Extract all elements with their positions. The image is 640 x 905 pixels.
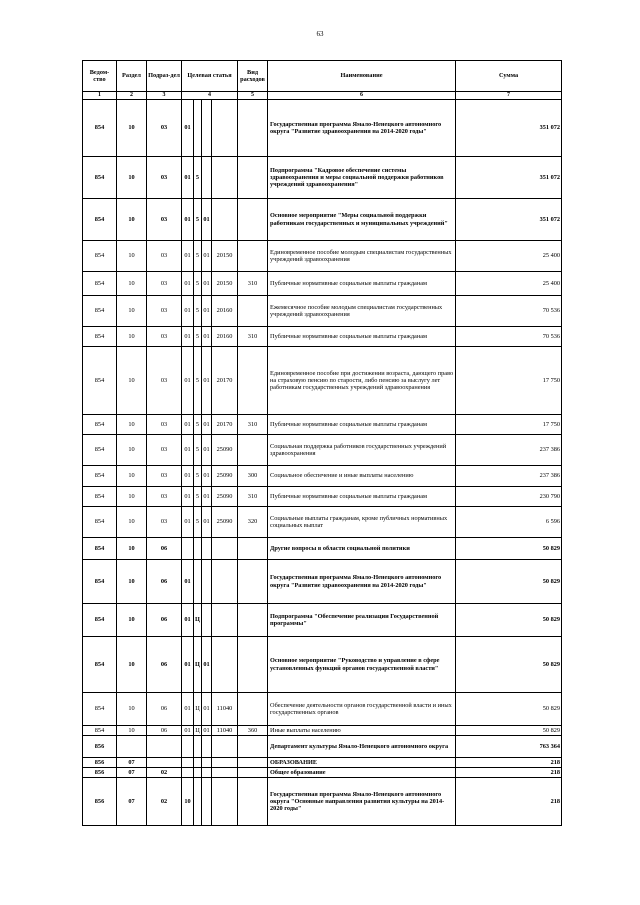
cell-target-subprogram (194, 736, 202, 758)
cell-razdel: 10 (117, 693, 147, 726)
cell-vedomstvo: 854 (83, 560, 117, 604)
cell-target-direction: 20150 (212, 272, 238, 296)
cell-razdel: 10 (117, 435, 147, 466)
cell-target-program (182, 768, 194, 778)
cell-target-program: 01 (182, 415, 194, 435)
cell-razdel: 10 (117, 507, 147, 538)
cell-podrazdel: 03 (147, 241, 182, 272)
header-razdel: Раздел (117, 61, 147, 92)
cell-naimenovanie: Государственная программа Ямало-Ненецкого автономного округа "Основные направления развития культуры на 2014-2020 годы" (268, 778, 456, 826)
cell-target-event: 01 (202, 415, 212, 435)
cell-vid-rashodov: 310 (238, 487, 268, 507)
cell-vid-rashodov (238, 778, 268, 826)
cell-razdel: 07 (117, 778, 147, 826)
table-row (83, 768, 562, 778)
cell-vedomstvo: 854 (83, 296, 117, 327)
cell-razdel (117, 736, 147, 758)
cell-target-event: 01 (202, 272, 212, 296)
table-row (83, 435, 562, 466)
cell-naimenovanie: Основное мероприятие "Меры социальной поддержки работникам государственных и муниципальных учреждений" (268, 199, 456, 241)
cell-target-direction (212, 199, 238, 241)
header-summa: Сумма (456, 61, 562, 92)
cell-vid-rashodov (238, 296, 268, 327)
cell-vid-rashodov: 300 (238, 466, 268, 487)
cell-naimenovanie: Социальная поддержка работников государственных учреждений здравоохранения (268, 435, 456, 466)
cell-vid-rashodov (238, 241, 268, 272)
cell-summa: 50 829 (456, 560, 562, 604)
cell-summa: 218 (456, 778, 562, 826)
cell-summa: 351 072 (456, 100, 562, 157)
cell-target-direction: 25090 (212, 466, 238, 487)
cell-target-program: 10 (182, 778, 194, 826)
cell-razdel: 10 (117, 241, 147, 272)
cell-target-event: 01 (202, 637, 212, 693)
cell-summa: 237 386 (456, 466, 562, 487)
cell-target-direction (212, 778, 238, 826)
cell-target-direction: 20170 (212, 415, 238, 435)
cell-target-direction (212, 538, 238, 560)
cell-summa: 50 829 (456, 726, 562, 736)
cell-podrazdel: 03 (147, 507, 182, 538)
cell-razdel: 10 (117, 466, 147, 487)
col-number: 1 (83, 92, 117, 100)
table-row (83, 726, 562, 736)
table-row (83, 241, 562, 272)
cell-target-event: 01 (202, 347, 212, 415)
budget-table (82, 60, 562, 826)
cell-naimenovanie: ОБРАЗОВАНИЕ (268, 758, 456, 768)
cell-vid-rashodov (238, 758, 268, 768)
cell-podrazdel: 02 (147, 768, 182, 778)
cell-razdel: 10 (117, 637, 147, 693)
cell-target-event: 01 (202, 435, 212, 466)
cell-target-subprogram: 5 (194, 199, 202, 241)
cell-vid-rashodov (238, 199, 268, 241)
cell-naimenovanie: Публичные нормативные социальные выплаты гражданам (268, 487, 456, 507)
cell-naimenovanie: Единовременное пособие молодым специалистам государственных учреждений здравоохранения (268, 241, 456, 272)
cell-podrazdel: 03 (147, 100, 182, 157)
cell-vid-rashodov (238, 768, 268, 778)
cell-naimenovanie: Общее образование (268, 768, 456, 778)
cell-vedomstvo: 854 (83, 241, 117, 272)
cell-vid-rashodov (238, 736, 268, 758)
cell-target-subprogram (194, 100, 202, 157)
cell-target-event: 01 (202, 507, 212, 538)
header-ved: Ведом-ство (83, 61, 117, 92)
cell-target-direction: 25090 (212, 435, 238, 466)
table-header-row (83, 61, 562, 92)
cell-razdel: 10 (117, 487, 147, 507)
table-row (83, 296, 562, 327)
cell-vedomstvo: 854 (83, 199, 117, 241)
cell-summa: 6 596 (456, 507, 562, 538)
cell-vedomstvo: 856 (83, 758, 117, 768)
cell-vedomstvo: 854 (83, 693, 117, 726)
table-row (83, 100, 562, 157)
cell-target-event (202, 538, 212, 560)
column-number-row (83, 92, 562, 100)
cell-naimenovanie: Публичные нормативные социальные выплаты гражданам (268, 327, 456, 347)
col-number: 5 (238, 92, 268, 100)
cell-vedomstvo: 856 (83, 736, 117, 758)
cell-target-program: 01 (182, 693, 194, 726)
cell-podrazdel: 02 (147, 778, 182, 826)
cell-vedomstvo: 854 (83, 637, 117, 693)
cell-target-direction: 11040 (212, 726, 238, 736)
cell-razdel: 10 (117, 327, 147, 347)
cell-target-direction: 25090 (212, 487, 238, 507)
cell-target-program: 01 (182, 272, 194, 296)
cell-target-event (202, 560, 212, 604)
cell-vedomstvo: 854 (83, 347, 117, 415)
cell-summa: 237 386 (456, 435, 562, 466)
cell-podrazdel: 03 (147, 157, 182, 199)
cell-vedomstvo: 854 (83, 435, 117, 466)
table-row (83, 507, 562, 538)
cell-vid-rashodov: 310 (238, 415, 268, 435)
cell-target-event (202, 736, 212, 758)
cell-target-event (202, 768, 212, 778)
cell-razdel: 10 (117, 199, 147, 241)
cell-vid-rashodov: 310 (238, 272, 268, 296)
cell-target-direction (212, 736, 238, 758)
cell-naimenovanie: Единовременное пособие при достижении возраста, дающего право на страховую пенсию по старости, либо пенсию за выслугу лет работникам государственных учреждений здравоохранения (268, 347, 456, 415)
cell-target-direction: 20160 (212, 327, 238, 347)
col-number: 2 (117, 92, 147, 100)
cell-target-direction (212, 637, 238, 693)
cell-target-subprogram: 5 (194, 272, 202, 296)
cell-target-event: 01 (202, 693, 212, 726)
cell-target-event: 01 (202, 487, 212, 507)
cell-target-event: 01 (202, 199, 212, 241)
cell-target-direction (212, 604, 238, 637)
cell-target-program: 01 (182, 487, 194, 507)
cell-target-subprogram: Ц (194, 637, 202, 693)
cell-vedomstvo: 856 (83, 768, 117, 778)
cell-target-event: 01 (202, 296, 212, 327)
cell-target-subprogram: 5 (194, 327, 202, 347)
cell-target-subprogram (194, 758, 202, 768)
cell-target-subprogram (194, 538, 202, 560)
cell-summa: 218 (456, 768, 562, 778)
cell-summa: 70 536 (456, 327, 562, 347)
cell-razdel: 10 (117, 347, 147, 415)
header-celevaya-statya: Целевая статья (182, 61, 238, 92)
cell-target-event (202, 778, 212, 826)
cell-razdel: 10 (117, 538, 147, 560)
page-number: 63 (316, 30, 324, 38)
cell-vedomstvo: 854 (83, 415, 117, 435)
cell-razdel: 10 (117, 272, 147, 296)
cell-target-program: 01 (182, 327, 194, 347)
cell-target-program: 01 (182, 157, 194, 199)
cell-target-subprogram (194, 768, 202, 778)
cell-summa: 50 829 (456, 538, 562, 560)
cell-podrazdel: 03 (147, 272, 182, 296)
cell-summa: 25 400 (456, 272, 562, 296)
cell-target-event: 01 (202, 241, 212, 272)
header-vid-rashodov: Вид расходов (238, 61, 268, 92)
cell-vedomstvo: 854 (83, 327, 117, 347)
cell-naimenovanie: Иные выплаты населению (268, 726, 456, 736)
col-number: 7 (456, 92, 562, 100)
cell-podrazdel: 03 (147, 296, 182, 327)
cell-target-direction: 20160 (212, 296, 238, 327)
table-row (83, 758, 562, 768)
table-row (83, 347, 562, 415)
cell-podrazdel: 03 (147, 199, 182, 241)
cell-target-program: 01 (182, 604, 194, 637)
table-row (83, 327, 562, 347)
cell-naimenovanie: Ежемесячное пособие молодым специалистам государственных учреждений здравоохранения (268, 296, 456, 327)
table-row (83, 157, 562, 199)
cell-naimenovanie: Социальные выплаты гражданам, кроме публичных нормативных социальных выплат (268, 507, 456, 538)
cell-razdel: 10 (117, 726, 147, 736)
cell-target-direction (212, 768, 238, 778)
cell-target-direction (212, 100, 238, 157)
table-row (83, 466, 562, 487)
cell-target-program: 01 (182, 637, 194, 693)
cell-summa: 50 829 (456, 693, 562, 726)
cell-target-event: 01 (202, 466, 212, 487)
cell-summa: 50 829 (456, 637, 562, 693)
cell-target-event (202, 100, 212, 157)
table-row (83, 415, 562, 435)
cell-target-program: 01 (182, 507, 194, 538)
cell-vedomstvo: 854 (83, 466, 117, 487)
cell-vid-rashodov: 310 (238, 327, 268, 347)
cell-target-direction (212, 560, 238, 604)
cell-vid-rashodov (238, 100, 268, 157)
cell-target-direction (212, 157, 238, 199)
cell-vid-rashodov (238, 637, 268, 693)
cell-naimenovanie: Основное мероприятие "Руководство и управление в сфере установленных функций органов государственной власти" (268, 637, 456, 693)
cell-target-subprogram: 5 (194, 487, 202, 507)
table-row (83, 778, 562, 826)
table-row (83, 272, 562, 296)
cell-target-program (182, 736, 194, 758)
cell-razdel: 10 (117, 560, 147, 604)
table-row (83, 637, 562, 693)
col-number: 3 (147, 92, 182, 100)
cell-target-event (202, 758, 212, 768)
cell-podrazdel: 06 (147, 560, 182, 604)
table-row (83, 693, 562, 726)
cell-summa: 351 072 (456, 199, 562, 241)
cell-target-subprogram: Ц (194, 693, 202, 726)
cell-summa: 17 750 (456, 347, 562, 415)
cell-naimenovanie: Государственная программа Ямало-Ненецкого автономного округа "Развитие здравоохранения на 2014-2020 годы" (268, 560, 456, 604)
cell-target-program: 01 (182, 100, 194, 157)
header-podrazdel: Подраз-дел (147, 61, 182, 92)
cell-razdel: 10 (117, 604, 147, 637)
cell-target-subprogram: 5 (194, 415, 202, 435)
cell-naimenovanie: Подпрограмма "Обеспечение реализации Государственной программы" (268, 604, 456, 637)
cell-target-program: 01 (182, 241, 194, 272)
cell-vedomstvo: 854 (83, 157, 117, 199)
cell-target-direction (212, 758, 238, 768)
cell-podrazdel: 06 (147, 538, 182, 560)
cell-target-event (202, 604, 212, 637)
cell-summa: 70 536 (456, 296, 562, 327)
cell-vedomstvo: 854 (83, 487, 117, 507)
cell-podrazdel (147, 736, 182, 758)
cell-razdel: 10 (117, 157, 147, 199)
cell-target-direction: 20170 (212, 347, 238, 415)
cell-target-program (182, 538, 194, 560)
cell-summa: 230 790 (456, 487, 562, 507)
cell-podrazdel (147, 758, 182, 768)
cell-target-subprogram: 5 (194, 466, 202, 487)
cell-vedomstvo: 854 (83, 100, 117, 157)
cell-target-subprogram: 5 (194, 435, 202, 466)
cell-summa: 17 750 (456, 415, 562, 435)
cell-vid-rashodov (238, 435, 268, 466)
cell-vid-rashodov (238, 347, 268, 415)
cell-vedomstvo: 854 (83, 604, 117, 637)
cell-summa: 763 364 (456, 736, 562, 758)
cell-vid-rashodov: 360 (238, 726, 268, 736)
cell-naimenovanie: Публичные нормативные социальные выплаты гражданам (268, 415, 456, 435)
cell-target-program: 01 (182, 435, 194, 466)
table-row (83, 560, 562, 604)
cell-target-direction: 20150 (212, 241, 238, 272)
cell-vid-rashodov (238, 604, 268, 637)
cell-razdel: 07 (117, 768, 147, 778)
cell-target-subprogram (194, 778, 202, 826)
cell-target-subprogram: 5 (194, 296, 202, 327)
cell-target-program: 01 (182, 347, 194, 415)
cell-target-program: 01 (182, 296, 194, 327)
cell-target-subprogram: 5 (194, 507, 202, 538)
cell-vedomstvo: 854 (83, 272, 117, 296)
cell-vid-rashodov (238, 157, 268, 199)
cell-target-subprogram: Ц (195, 726, 200, 734)
cell-target-program: 01 (182, 466, 194, 487)
cell-podrazdel: 03 (147, 347, 182, 415)
cell-summa: 351 072 (456, 157, 562, 199)
cell-vedomstvo: 854 (83, 726, 117, 736)
cell-razdel: 10 (117, 100, 147, 157)
cell-naimenovanie: Подпрограмма "Кадровое обеспечение системы здравоохранения и меры социальной поддержки работников учреждений здравоохранения" (268, 157, 456, 199)
cell-podrazdel: 03 (147, 435, 182, 466)
cell-naimenovanie: Другие вопросы в области социальной политики (268, 538, 456, 560)
cell-naimenovanie: Департамент культуры Ямало-Ненецкого автономного округа (268, 736, 456, 758)
cell-target-program (182, 758, 194, 768)
cell-razdel: 10 (117, 415, 147, 435)
col-number: 6 (268, 92, 456, 100)
cell-vedomstvo: 854 (83, 538, 117, 560)
cell-summa: 25 400 (456, 241, 562, 272)
cell-target-subprogram (194, 560, 202, 604)
cell-target-subprogram: 5 (194, 347, 202, 415)
cell-vid-rashodov (238, 693, 268, 726)
cell-podrazdel: 06 (147, 604, 182, 637)
cell-podrazdel: 03 (147, 487, 182, 507)
cell-target-event (202, 157, 212, 199)
cell-target-subprogram: 5 (194, 157, 202, 199)
cell-podrazdel: 06 (147, 726, 182, 736)
table-row (83, 604, 562, 637)
cell-target-direction: 11040 (212, 693, 238, 726)
cell-naimenovanie: Государственная программа Ямало-Ненецкого автономного округа "Развитие здравоохранения на 2014-2020 годы" (268, 100, 456, 157)
cell-summa: 50 829 (456, 604, 562, 637)
cell-target-direction: 25090 (212, 507, 238, 538)
cell-naimenovanie: Публичные нормативные социальные выплаты гражданам (268, 272, 456, 296)
cell-podrazdel: 03 (147, 327, 182, 347)
cell-target-subprogram: Ц (194, 604, 202, 637)
cell-target-event: 01 (203, 726, 210, 734)
cell-podrazdel: 03 (147, 466, 182, 487)
table-row (83, 487, 562, 507)
cell-vid-rashodov (238, 538, 268, 560)
cell-target-subprogram: 5 (194, 241, 202, 272)
cell-vid-rashodov: 320 (238, 507, 268, 538)
cell-target-event: 01 (202, 327, 212, 347)
cell-vedomstvo: 854 (83, 507, 117, 538)
cell-podrazdel: 03 (147, 415, 182, 435)
col-number: 4 (182, 92, 238, 100)
table-row (83, 538, 562, 560)
cell-podrazdel: 06 (147, 693, 182, 726)
cell-target-program: 01 (182, 199, 194, 241)
cell-naimenovanie: Социальное обеспечение и иные выплаты населению (268, 466, 456, 487)
cell-vedomstvo: 856 (83, 778, 117, 826)
header-naimenovanie: Наименование (268, 61, 456, 92)
cell-vid-rashodov (238, 560, 268, 604)
cell-razdel: 07 (117, 758, 147, 768)
table-row (83, 199, 562, 241)
table-row (83, 736, 562, 758)
cell-razdel: 10 (117, 296, 147, 327)
cell-naimenovanie: Обеспечение деятельности органов государственной власти и иных государственных органов (268, 693, 456, 726)
cell-summa: 218 (456, 758, 562, 768)
cell-target-program: 01 (182, 726, 194, 736)
cell-podrazdel: 06 (147, 637, 182, 693)
cell-target-program: 01 (182, 560, 194, 604)
table-body (83, 100, 562, 826)
